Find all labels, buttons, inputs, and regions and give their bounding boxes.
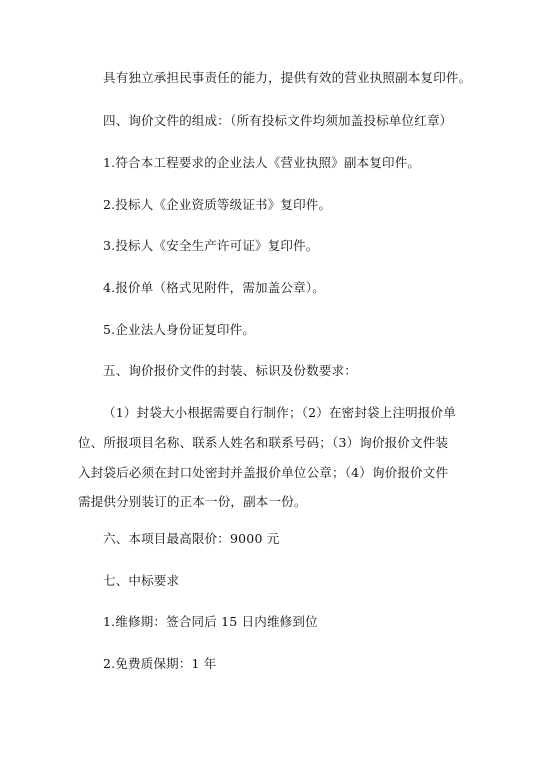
section-heading-6: 六、本项目最高限价：9000 元 bbox=[103, 531, 280, 546]
list-item-2: 2.投标人《企业资质等级证书》复印件。 bbox=[103, 197, 332, 212]
list-item-1: 1.符合本工程要求的企业法人《营业执照》副本复印件。 bbox=[103, 155, 421, 170]
section-heading-5: 五、询价报价文件的封装、标识及份数要求： bbox=[103, 363, 358, 378]
requirement-item-2: 2.免费质保期：1 年 bbox=[103, 656, 217, 671]
paragraph-packaging-line: 位、所报项目名称、联系人姓名和联系号码；（3）询价报价文件装 bbox=[78, 435, 449, 450]
requirement-item-1: 1.维修期：签合同后 15 日内维修到位 bbox=[103, 614, 318, 629]
paragraph-packaging-line: 需提供分别装订的正本一份，副本一份。 bbox=[78, 494, 307, 509]
list-item-4: 4.报价单（格式见附件，需加盖公章）。 bbox=[103, 280, 325, 295]
paragraph-packaging-line: （1）封袋大小根据需要自行制作；（2）在密封袋上注明报价单 bbox=[103, 405, 456, 420]
list-item-5: 5.企业法人身份证复印件。 bbox=[103, 322, 256, 337]
section-heading-4: 四、询价文件的组成：（所有投标文件均须加盖投标单位红章） bbox=[103, 113, 453, 128]
section-heading-7: 七、中标要求 bbox=[103, 573, 180, 588]
list-item-3: 3.投标人《安全生产许可证》复印件。 bbox=[103, 238, 319, 253]
paragraph-packaging-line: 入封袋后必须在封口处密封并盖报价单位公章；（4）询价报价文件 bbox=[78, 465, 449, 480]
paragraph-qualification: 具有独立承担民事责任的能力，提供有效的营业执照副本复印件。 bbox=[103, 70, 472, 85]
